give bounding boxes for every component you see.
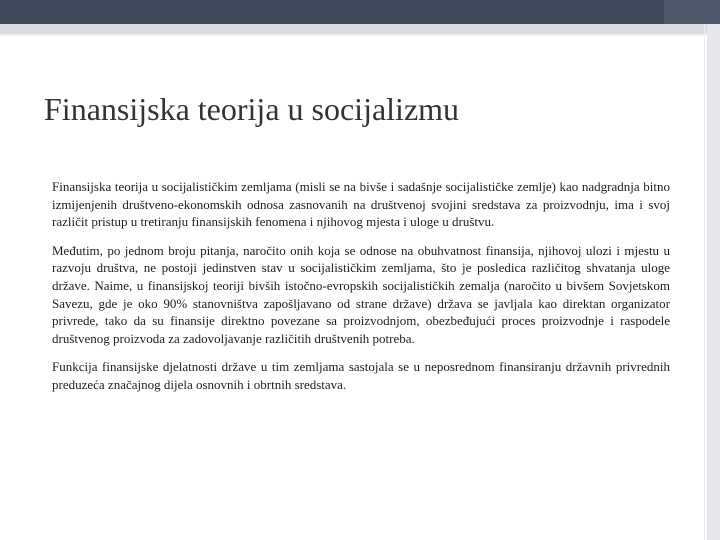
header-rule bbox=[0, 24, 720, 34]
right-edge-line bbox=[704, 24, 705, 540]
top-banner-corner bbox=[664, 0, 720, 24]
body-paragraph-1: Finansijska teorija u socijalističkim zemljama (misli se na bivše i sadašnje socijalističke zemlje) kao nadgradnja bitno izmijenjenih društveno-ekonomskih odnosa zasnovanih na društvenoj svojini sredstava za proizvodnju, ima i svoj različit pristup u tretiranju finansijskih fenomena i njihovog mjesta i uloge u društvu. bbox=[52, 179, 670, 230]
body-paragraph-3: Funkcija finansijske djelatnosti države u tim zemljama sastojala se u neposrednom finansiranju državnih privrednih preduzeća značajnog dijela osnovnih i obrtnih sredstava. bbox=[52, 359, 670, 392]
slide-body bbox=[52, 178, 670, 405]
body-paragraph-2: Međutim, po jednom broju pitanja, naročito onih koja se odnose na obuhvatnost finansija, njihovoj ulozi i mjestu u razvoju društva, ne postoji jedinstven stav u socijalističkim zemljama, što je posledica različitog shvatanja uloge države. Naime, u finansijskoj teoriji bivših istočno-evropskih socijalističkih zemalja (naročito u bivšem Sovjetskom Savezu, gde je oko 90% stanovništva zapošljavano od strane države) država se javljala kao direktan organizator privrede, tako da su finansije direktno povezane sa proizvodnjom, obezbeđujući proces proizvodnje i raspodele društvenog proizvoda za zadovoljavanje različitih društvenih potreba. bbox=[52, 242, 670, 346]
right-edge-strip bbox=[707, 24, 720, 540]
slide-title: Finansijska teorija u socijalizmu bbox=[44, 91, 460, 127]
top-banner bbox=[0, 0, 720, 24]
header-rule-thin bbox=[0, 34, 720, 36]
